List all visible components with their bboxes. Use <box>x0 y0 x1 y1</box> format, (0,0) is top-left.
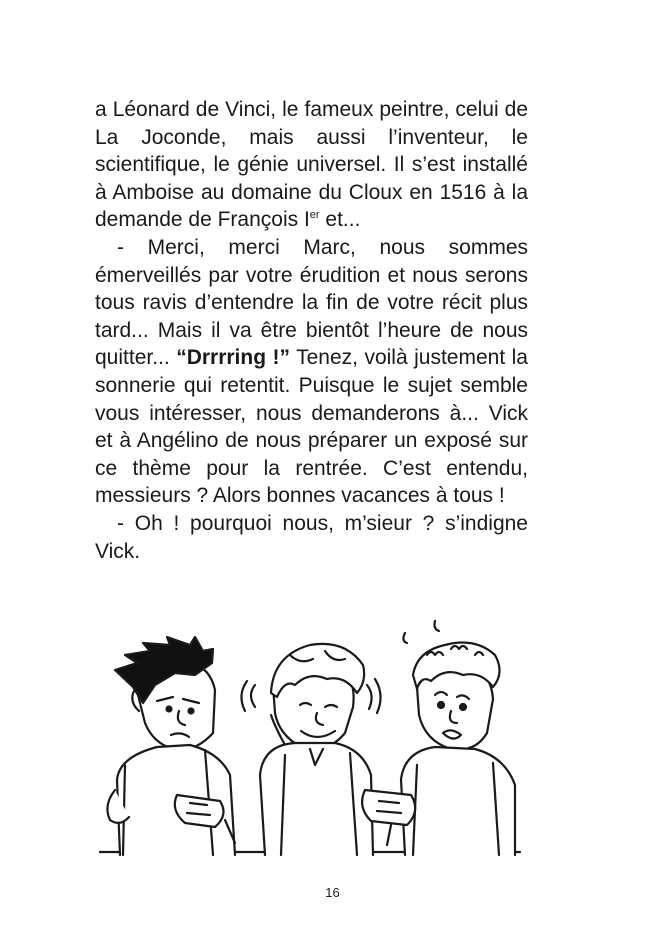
paragraph-2-end: Tenez, voilà justement la sonnerie qui retentit. Puisque le sujet semble vous intéresser, nous demanderons à... Vick et à Angélino de nous préparer un exposé sur ce thème pour la rentrée. C’est entendu, messieurs ? Alors bonnes vacances à tous ! <box>95 346 528 508</box>
paragraph-1-text: a Léonard de Vinci, le fameux peintre, celui de La Joconde, mais aussi l’inventeur, le scientifique, le génie universel. Il s’est installé à Amboise au domaine du Cloux en 1516 à la demande de François I <box>95 98 528 232</box>
boy-middle-figure <box>241 644 380 855</box>
illustration-three-boys <box>95 615 535 860</box>
bell-sound-text: “Drrrring !” <box>176 346 291 370</box>
paragraph-1-end: et... <box>319 208 361 232</box>
paragraph-2 <box>95 234 528 510</box>
body-text <box>95 96 528 565</box>
superscript-er: er <box>309 209 320 222</box>
page-number: 16 <box>325 885 340 900</box>
boy-left-figure <box>107 637 235 855</box>
boy-right-figure <box>362 621 515 855</box>
paragraph-1 <box>95 96 528 234</box>
paragraph-3: - Oh ! pourquoi nous, m’sieur ? s’indigne Vick. <box>95 511 528 563</box>
paragraph-2-text: - Merci, merci Marc, nous sommes émerveillés par votre érudition et nous serons tous ravis d’entendre la fin de votre récit plus tard... Mais il va être bientôt l’heure de nous quitter... <box>95 235 528 370</box>
